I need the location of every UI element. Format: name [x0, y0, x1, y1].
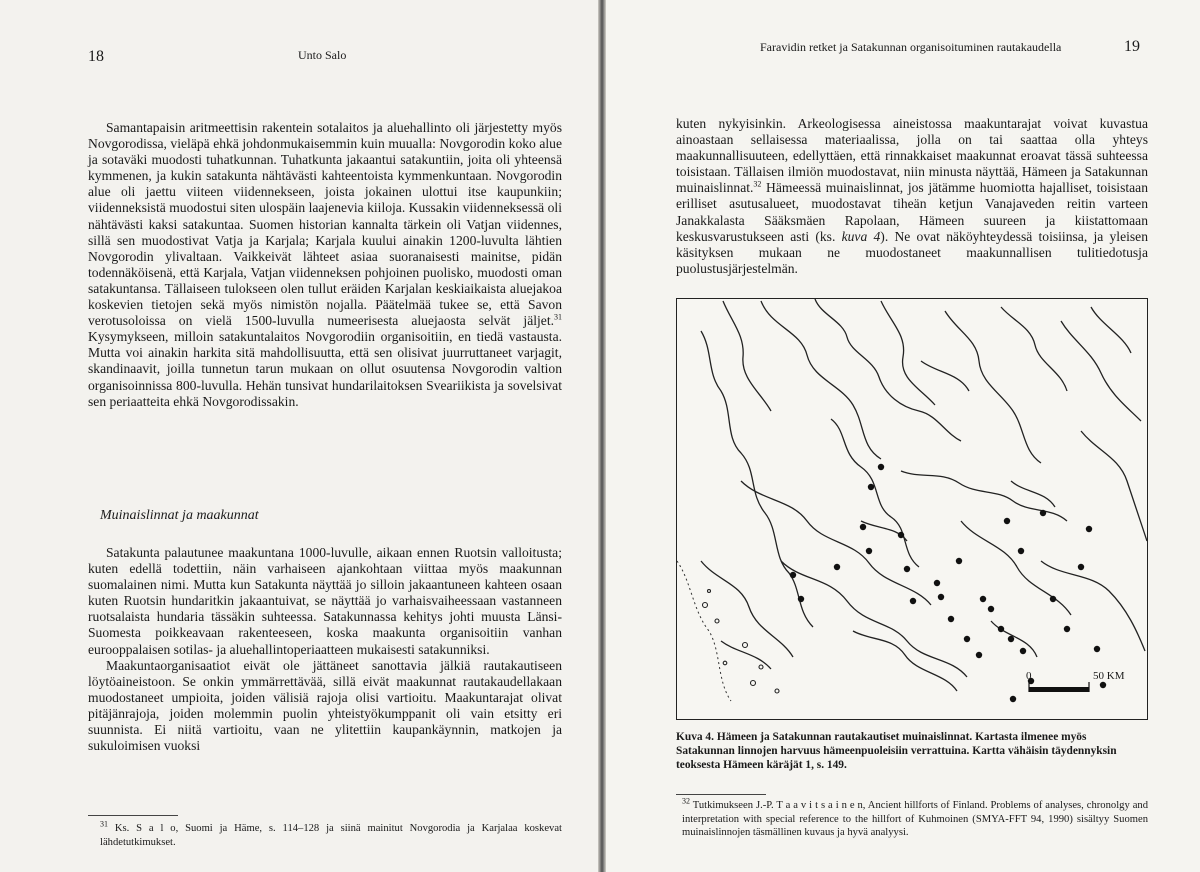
footnote-number: 31 [100, 819, 108, 829]
hillfort-site-dot [1018, 548, 1024, 554]
hillfort-site-dot [834, 564, 840, 570]
hillfort-site-dot [938, 594, 944, 600]
left-body-2 [88, 545, 562, 754]
hillfort-site-dot [956, 558, 962, 564]
hillfort-site-dot [1010, 696, 1016, 702]
hillfort-site-dot [910, 598, 916, 604]
footnote-right [682, 796, 1148, 840]
section-title: Muinaislinnat ja maakunnat [100, 508, 259, 523]
caption-label: Kuva 4. [676, 731, 714, 743]
coastline-dashed [677, 561, 731, 701]
hillfort-site-dot [1086, 526, 1092, 532]
paragraph-text: Hämeessä muinaislinnat, jos jätämme huomiotta hajalliset, toisistaan erilliset asutusalueet, muodostavat tiheän ketjun Vanajaveden reitin varteen Janakkalasta Sääksmäen Rapolaan, Hämeen suureen ja kiistattomaan keskusvarustukseen asti (ks. [676, 180, 1148, 244]
hillfort-sites [790, 464, 1106, 702]
lake-outlines [701, 299, 1147, 691]
footnote-ref: 32 [753, 179, 762, 189]
paragraph: Maakuntaorganisaatiot eivät ole jättäneet sanottavia jälkiä rautakautiseen löytöaineistoon. Se onkin ymmärrettävää, sillä eivät maakunnat rautakaudellakaan muodostaneet umpioita, joiden välisiä rajoja olisi vartioitu. Maakuntarajat olivat pitäjänrajoja, joiden molemmin puolin yhteistyökumppanit oli vain etsitty eri suunnista. Ei niitä vartioitu, vaan ne ylitettiin kaupankäynnin, matkojen ja sukuloimisen vuoksi [88, 657, 562, 754]
figure-caption [676, 730, 1148, 772]
footnote-ref: 31 [554, 312, 562, 322]
hillfort-site-dot [878, 464, 884, 470]
paragraph: Satakunta palautunee maakuntana 1000-luvulle, aikaan ennen Ruotsin valloitusta; kuten edellä todettiin, näin varhaiseen ajankohtaan viittaa myös maakunnan suomalainen nimi. Mutta kun Satakunta näyttää jo silloin jakaantuneen kahteen osaan kuten Ruotsin hundaritkin jakaantuivat, se näyttää jo varhaisvaiheessaan vastanneen ruotsalaista hundaria tässäkin suhteessa. Satakunnassa kehitys johti muusta Länsi-Suomesta poikkeavaan rakenteeseen, koska maakunta organisoitiin vanhan eurooppalaisen sotilas- ja aluehallintoperiaatteen mukaisesti satakunniksi. [88, 545, 562, 657]
hillfort-site-dot [964, 636, 970, 642]
footnote-text: Ks. S a l o, Suomi ja Häme, s. 114–128 ja siinä mainitut Novgorodia ja Karjalaa koskevat lähdetutkimukset. [100, 823, 562, 848]
hillfort-site-dot [866, 548, 872, 554]
scale-zero-label: 0 [1026, 670, 1032, 682]
paragraph-text: Samantapaisin aritmeettisin rakentein sotalaitos ja aluehallinto oli järjestetty myös Novgorodissa, vieläpä ehkä johdonmukaisemmin kuin muualla: Novgorodin koko alue ja sotaväki muodosti tuhatkunnan. Tuhatkunta jakaantui satakuntiin, joita oli yhteensä kymmenen, ja kukin satakunta nähtävästi kahteentoista kymmenkuntaan. Novgorodin alue oli jaettu viiteen viidennekseen, joista jokainen ulottui itse kaupunkiin; viidenneksistä muodostui siten ulospäin laajenevia kiiloja. Kussakin viidenneksessä oli nähtävästi kaksi satakuntaa. Suomen historian kannalta tärkein oli Vatjan viidennes, sillä sen muodostivat Vatja ja Karjala; Karjala kuului ainakin 1200-luvulta lähtien Novgorodin ylivaltaan. Vaikkeivät lähteet asiaa suoranaisesti mainitse, pidän todennäköisenä, että Karjala, Vatjan viidenneksen pohjoinen puolisko, muodosti oman satakuntansa. Tällaiseen tulokseen olen tullut eräiden Karjalan keskiaikaista aluejakoa koskevien tietojen sekä myös nimistön nojalla. Päätelmää tukee se, että Savon verotusoloissa on vielä 1500-luvulla numeerisesta aluejaosta selvät jäljet. [88, 120, 562, 329]
scale-bar [1029, 687, 1089, 692]
footnote-separator [88, 815, 178, 816]
hillfort-site-dot [976, 652, 982, 658]
hillfort-site-dot [998, 626, 1004, 632]
hillfort-site-dot [868, 484, 874, 490]
hillfort-site-dot [988, 606, 994, 612]
footnote-separator [676, 794, 766, 795]
paragraph [676, 116, 1148, 277]
caption-text: Hämeen ja Satakunnan rautakautiset muinaislinnat. Kartasta ilmenee myös Satakunnan linnojen harvuus hämeenpuoleisiin verrattuina. Kartta vähäisin täydennyksin teoksesta Hämeen käräjät 1, s. 149. [676, 731, 1117, 771]
small-islands [703, 590, 780, 694]
left-body-1 [88, 120, 562, 410]
paragraph [88, 120, 562, 410]
paragraph-text: ). Ne ovat näköyhteydessä toisiinsa, ja yleisen käsityksen mukaan ne muodostaneet maakunnallisen tulitiedotusja puolustusjärjestelmän. [676, 228, 1149, 276]
hillfort-site-dot [1004, 518, 1010, 524]
hillfort-map [676, 298, 1148, 720]
hillfort-site-dot [1050, 596, 1056, 602]
hillfort-site-dot [798, 596, 804, 602]
paragraph-text: kuten nykyisinkin. Arkeologisessa aineistossa maakuntarajat voivat kuvastua ainoastaan sellaisessa materiaalissa, jolla on tai saattaa olla yhteys maakunnallisuuteen, edellyttäen, että rinnakkaiset maakunnat eroavat tässä suhteessa toisistaan. Tällaisen ilmiön muodostavat, niin minusta näyttää, Hämeen ja Satakunnan muinaislinnat. [676, 116, 1148, 196]
right-body-1 [676, 116, 1148, 277]
figure-reference: kuva 4 [841, 228, 881, 244]
map-drawing [677, 299, 1147, 719]
footnote-left [100, 819, 562, 849]
footnote-text: Tutkimukseen J.-P. T a a v i t s a i n e n, Ancient hillforts of Finland. Problems of analyses, chronolgy and interpretation with special reference to the hillfort of Kuhmoinen (SMYA-FFT 94, 1990) sisältyy Suomen muinaislinnojen täsmällinen kuvaus ja hyvä analyysi. [682, 800, 1148, 838]
hillfort-site-dot [948, 616, 954, 622]
hillfort-site-dot [904, 566, 910, 572]
book-gutter [598, 0, 606, 872]
hillfort-site-dot [1064, 626, 1070, 632]
hillfort-site-dot [898, 532, 904, 538]
footnote-number: 32 [682, 796, 690, 806]
hillfort-site-dot [1020, 648, 1026, 654]
hillfort-site-dot [1040, 510, 1046, 516]
scale-km-label: 50 KM [1093, 670, 1125, 682]
running-head-left: Unto Salo [298, 48, 347, 62]
page-number-right: 19 [1124, 38, 1140, 55]
hillfort-site-dot [934, 580, 940, 586]
hillfort-site-dot [1094, 646, 1100, 652]
hillfort-site-dot [1008, 636, 1014, 642]
hillfort-site-dot [1078, 564, 1084, 570]
hillfort-site-dot [860, 524, 866, 530]
left-page [0, 0, 598, 872]
hillfort-site-dot [980, 596, 986, 602]
hillfort-site-dot [790, 572, 796, 578]
hillfort-site-dot [1100, 682, 1106, 688]
running-head-right: Faravidin retket ja Satakunnan organisoituminen rautakaudella [760, 40, 1062, 54]
page-number-left: 18 [88, 48, 104, 65]
paragraph-text: Kysymykseen, milloin satakuntalaitos Novgorodiin organisoitiin, en tiedä vastausta. Mutta voi ainakin harkita sitä mahdollisuutta, että sen olisivat juurruttaneet varjagit, skandinaavit, joilla tunnetun tarun mukaan on ollut osuutensa Novgorodin valtion organisoinnissa 800-luvulla. Hehän tunsivat hundarilaitoksen Sveariikista ja sovelsivat sen periaatteita ehkä Novgorodissakin. [88, 329, 562, 409]
